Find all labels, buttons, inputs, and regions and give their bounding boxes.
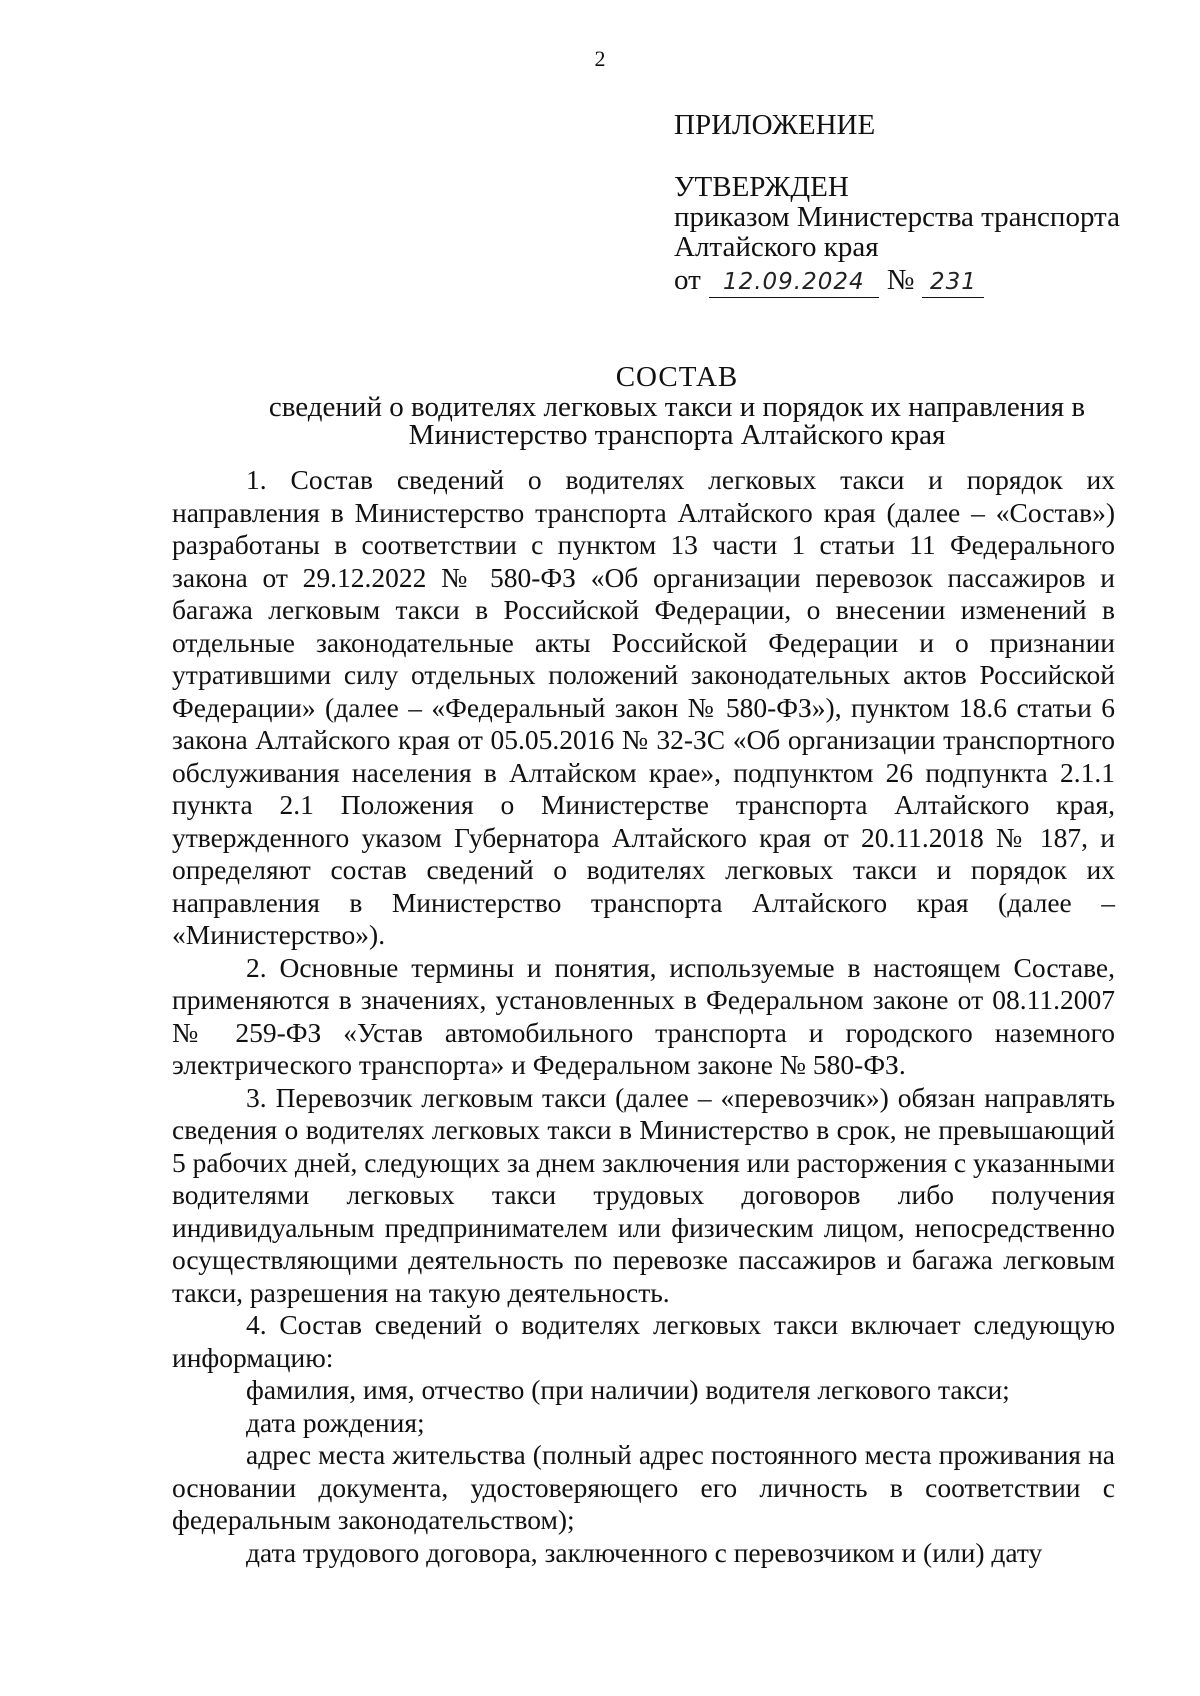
paragraph-4: 4. Состав сведений о водителях легковых такси включает следующую информацию:: [172, 1309, 1115, 1373]
number-prefix: №: [886, 264, 915, 296]
title-subtitle-line-2: Министерство транспорта Алтайского края: [408, 419, 946, 451]
order-date-line: [674, 265, 1120, 298]
approved-label: УТВЕРЖДЕН: [674, 171, 849, 203]
paragraph-1: 1. Состав сведений о водителях легковых такси и порядок их направления в Министерство транспорта Алтайского края (далее – «Состав») разработаны в соответствии с пунктом 13 части 1 статьи 11 Федерального закона от 29.12.2022 № 580-ФЗ «Об организации перевозок пассажиров и багажа легковым такси в Российской Федерации, о внесении изменений в отдельные законодательные акты Российской Федерации и о признании утратившими силу отдельных положений законодательных актов Российской Федерации» (далее – «Федеральный закон № 580-ФЗ»), пунктом 18.6 статьи 6 закона Алтайского края от 05.05.2016 № 32-ЗС «Об организации транспортного обслуживания населения в Алтайском крае», подпунктом 26 подпункта 2.1.1 пункта 2.1 Положения о Министерстве транспорта Алтайского края, утвержденного указом Губернатора Алтайского края от 20.11.2018 № 187, и определяют состав сведений о водителях легковых такси и порядок их направления в Министерство транспорта Алтайского края (далее – «Министерство»).: [172, 464, 1115, 950]
page-number: 2: [594, 46, 606, 71]
list-item-contract-date: дата трудового договора, заключенного с перевозчиком и (или) дату: [246, 1536, 1043, 1568]
title-main: СОСТАВ: [615, 361, 739, 393]
approval-stamp-block: [674, 110, 1120, 298]
handwritten-number: 231: [922, 267, 984, 298]
appendix-label: ПРИЛОЖЕНИЕ: [674, 109, 876, 141]
paragraph-3: 3. Перевозчик легковым такси (далее – «перевозчик») обязан направлять сведения о водителях легковых такси в Министерство в срок, не превышающий 5 рабочих дней, следующих за днем заключения или расторжения с указанными водителями легковых такси трудовых договоров либо получения индивидуальным предпринимателем или физическим лицом, непосредственно осуществляющими деятельность по перевозке пассажиров и багажа легковым такси, разрешения на такую деятельность.: [172, 1081, 1115, 1308]
list-item-birth-date: дата рождения;: [246, 1406, 425, 1438]
document-title: [172, 363, 1182, 449]
list-item-full-name: фамилия, имя, отчество (при наличии) водителя легкового такси;: [246, 1374, 1010, 1405]
date-prefix: от: [674, 264, 701, 296]
title-subtitle-line-1: сведений о водителях легковых такси и порядок их направления в: [268, 391, 1086, 423]
list-item-address: адрес места жительства (полный адрес постоянного места проживания на основании документа, удостоверяющего его личность в соответствии с федеральным законодательством);: [172, 1439, 1115, 1535]
paragraph-2: 2. Основные термины и понятия, используемые в настоящем Составе, применяются в значениях, установленных в Федеральном законе от 08.11.2007 № 259-ФЗ «Устав автомобильного транспорта и городского наземного электрического транспорта» и Федеральном законе № 580-ФЗ.: [172, 951, 1115, 1080]
handwritten-date: 12.09.2024: [709, 267, 879, 298]
order-line-1: приказом Министерства транспорта: [674, 201, 1120, 233]
order-line-2: Алтайского края: [674, 231, 879, 263]
document-body: [172, 464, 1115, 1569]
